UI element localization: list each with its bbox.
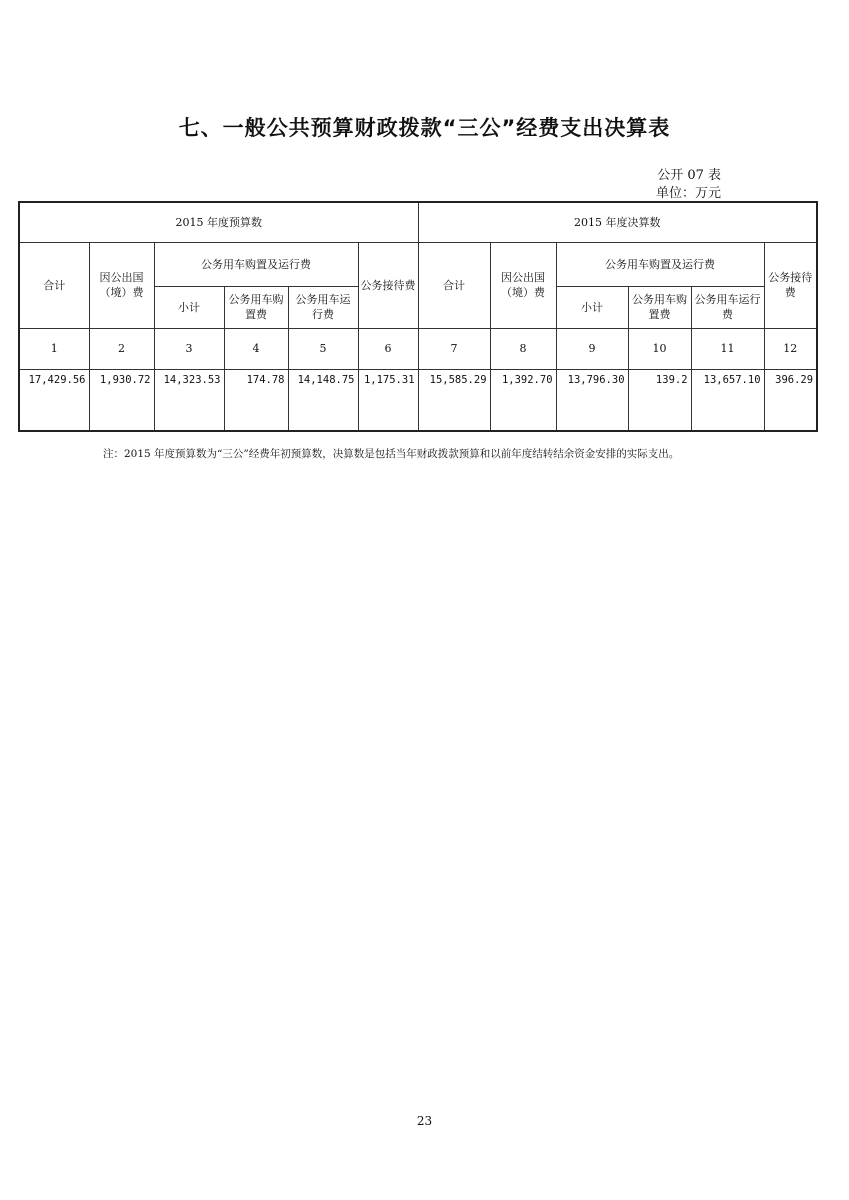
value-cell: 174.78 [224, 369, 288, 431]
column-index: 6 [358, 328, 418, 369]
value-cell: 1,392.70 [490, 369, 556, 431]
header-vehicle-operation-final: 公务用车运行费 [691, 286, 764, 328]
value-cell: 1,175.31 [358, 369, 418, 431]
value-cell: 14,148.75 [288, 369, 358, 431]
column-index-row [19, 328, 817, 369]
header-reception-final: 公务接待费 [764, 242, 817, 328]
column-index: 8 [490, 328, 556, 369]
header-subtotal-budget: 小计 [154, 286, 224, 328]
column-index: 4 [224, 328, 288, 369]
group-header-budget: 2015 年度预算数 [19, 202, 418, 242]
value-cell: 14,323.53 [154, 369, 224, 431]
value-cell: 15,585.29 [418, 369, 490, 431]
header-vehicle-budget: 公务用车购置及运行费 [154, 242, 358, 286]
values-row [19, 369, 817, 431]
page-title: 七、一般公共预算财政拨款“三公”经费支出决算表 [178, 116, 671, 140]
group-header-final: 2015 年度决算数 [418, 202, 817, 242]
value-cell: 1,930.72 [89, 369, 154, 431]
column-index: 9 [556, 328, 628, 369]
value-cell: 13,657.10 [691, 369, 764, 431]
form-number: 公开 07 表 [657, 168, 721, 183]
column-index: 2 [89, 328, 154, 369]
column-index: 12 [764, 328, 817, 369]
header-vehicle-purchase-budget: 公务用车购置费 [224, 286, 288, 328]
column-index: 10 [628, 328, 691, 369]
footnote: 注：2015 年度预算数为“三公”经费年初预算数，决算数是包括当年财政拨款预算和以前年度结转结余资金安排的实际支出。 [103, 448, 680, 460]
header-reception-budget: 公务接待费 [358, 242, 418, 328]
value-cell: 17,429.56 [19, 369, 89, 431]
header-total-final: 合计 [418, 242, 490, 328]
header-total-budget: 合计 [19, 242, 89, 328]
column-index: 7 [418, 328, 490, 369]
header-subtotal-final: 小计 [556, 286, 628, 328]
unit-label: 单位：万元 [655, 186, 721, 201]
value-cell: 139.2 [628, 369, 691, 431]
header-abroad-budget: 因公出国（境）费 [89, 242, 154, 328]
three-public-expenses-table [18, 201, 818, 432]
value-cell: 396.29 [764, 369, 817, 431]
header-vehicle-operation-budget: 公务用车运行费 [288, 286, 358, 328]
header-abroad-final: 因公出国（境）费 [490, 242, 556, 328]
header-vehicle-final: 公务用车购置及运行费 [556, 242, 764, 286]
column-index: 11 [691, 328, 764, 369]
column-index: 5 [288, 328, 358, 369]
header-vehicle-purchase-final: 公务用车购置费 [628, 286, 691, 328]
page-number: 23 [416, 1114, 433, 1128]
column-index: 3 [154, 328, 224, 369]
value-cell: 13,796.30 [556, 369, 628, 431]
column-index: 1 [19, 328, 89, 369]
